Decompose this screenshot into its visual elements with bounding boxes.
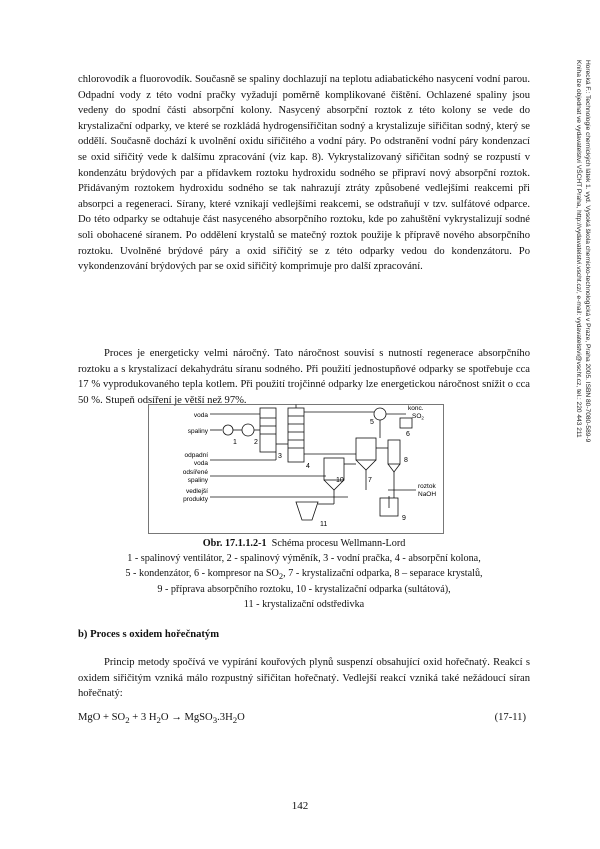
- label-konc: konc.: [408, 405, 424, 412]
- figure-caption: [78, 537, 530, 613]
- num-6: 6: [406, 431, 410, 438]
- num-9: 9: [402, 515, 406, 522]
- paragraph-mgo-principle: Princip metody spočívá ve vypírání kouřových plynů suspenzí obsahující oxid hořečnatý. Reakcí s oxidem siřičitým vzniká málo rozpustný siřičitan hořečnatý. Vedlejší reakcí vzniká také nežádoucí síran hořečnatý:: [78, 657, 530, 700]
- num-5: 5: [370, 419, 374, 426]
- page-number: 142: [291, 800, 309, 812]
- num-3: 3: [278, 453, 282, 460]
- side-note-line-2: Kniha lze objednat ve vydavatelství VŠCHT Praha, http://vydavatelstvi.vscht.cz/, e-mail: vydavatelstvi@vscht.cz, tel.: 220 443 211: [575, 60, 582, 438]
- label-so2: $SO_2$: [412, 413, 424, 421]
- num-2: 2: [254, 439, 258, 446]
- label-odsirene: odsířené: [182, 469, 208, 476]
- paragraph-energy: Proces je energeticky velmi náročný. Tato náročnost souvisí s nutností regenerace absorpčního roztoku a s krystalizací dekahydrátu síranu sodného. Při použití jednostupňové odparky se spotřebuje cca 17 % vyprodukovaného tepla kotlem. Při použití trojčinné odparky lze energetickou náročnost snížit o cca 50 %. Stupeň odsíření je větší než 97%.: [78, 348, 530, 406]
- label-vedlejsi: vedlejší: [185, 488, 208, 495]
- equation-number: (17-11): [494, 712, 526, 723]
- caption-line-4: 11 - krystalizační odstředivka: [243, 599, 365, 611]
- caption-line-1: 1 - spalinový ventilátor, 2 - spalinový výměník, 3 - vodní pračka, 4 - absorpční kolona,: [127, 552, 481, 564]
- caption-title-text: Schéma procesu Wellmann-Lord: [271, 538, 406, 549]
- label-spaliny: spaliny: [187, 428, 208, 435]
- side-note: [568, 60, 592, 750]
- paragraph-process-description: chlorovodík a fluorovodík. Současně se spaliny dochlazují na teplotu adiabatického nasycení vodní parou. Odpadní vody z této vodní pračky vyžadují poměrně komplikované čištění. Ochlazené spaliny jsou vedeny do spodní části absorpční kolony. Nasycený absorpční roztok z této kolony se vede do krystalizační odparky, ve které se rozkládá hydrogensiřičitan sodný a krystalizuje siřičitan sodný, který se oddělí. Současně dochází k uvolnění oxidu siřičitého a vodní páry. Po odstranění vodní páry kondenzací se oxid siřičitý vede k dalšímu zpracování (viz kap. 8). Vykrystalizovaný siřičitan sodný se rozpustí v kondenzátu brýdových par a přídavkem roztoku hydroxidu sodného se připraví nový absorpční roztok. Přidávaným roztokem hydroxidu sodného se tak nahrazují ztráty způsobené vedlejšími reakcemi při absorpci a regeneraci. Sírany, které vznikají vedlejšími reakcemi, se odstraňují v tzv. sulfátové odparce. Do této odparky se odtahuje část nasyceného absorpčního roztoku, kde po zahuštění vykrystalizují sodné soli obohacené síranem. Po oddělení krystalů se matečný roztok použije k přípravě nového absorpčního roztoku. Uvolněné brýdové páry a oxid siřičitý se z této odparky vedou do kondenzátoru. Po vykondenzování brýdových par se oxid siřičitý komprimuje pro další zpracování.: [78, 74, 530, 273]
- num-10: 10: [336, 477, 344, 484]
- section-heading: b) Proces s oxidem hořečnatým: [78, 629, 220, 640]
- label-voda: voda: [193, 412, 208, 419]
- label-produkty: produkty: [183, 496, 208, 503]
- equation-17-11: [78, 712, 530, 725]
- equation-text: MgO + $SO_2 + 3$ $H_2O$ → $MgSO_3.3H_2O$: [78, 712, 245, 726]
- num-4: 4: [306, 463, 310, 470]
- num-7: 7: [368, 477, 372, 484]
- caption-line-2: 5 - kondenzátor, 6 - kompresor na $SO_2$, 7 - krystalizační odparka, 8 – separace krystalů,: [125, 567, 483, 581]
- label-odsirene-spaliny: spaliny: [187, 477, 208, 484]
- num-8: 8: [404, 457, 408, 464]
- label-odpadni: odpadní: [184, 452, 208, 459]
- label-roztok: roztok: [418, 483, 436, 490]
- num-11: 11: [320, 521, 328, 528]
- caption-label: Obr. 17.1.1.2-1: [202, 538, 267, 549]
- label-voda-2: voda: [193, 460, 208, 467]
- side-note-line-1: Horecká F.: Technologie chemických látek 1. vyd. Vysoká škola chemicko-technologická v Praze, Praha 2005. ISBN 80-7080-589-9: [584, 60, 591, 443]
- wellmann-lord-diagram: [148, 404, 444, 534]
- num-1: 1: [233, 439, 237, 446]
- caption-line-3: 9 - příprava absorpčního roztoku, 10 - krystalizační odparka (sultátová),: [157, 584, 451, 596]
- caption-title: [78, 537, 530, 552]
- label-naoh: NaOH: [418, 491, 437, 498]
